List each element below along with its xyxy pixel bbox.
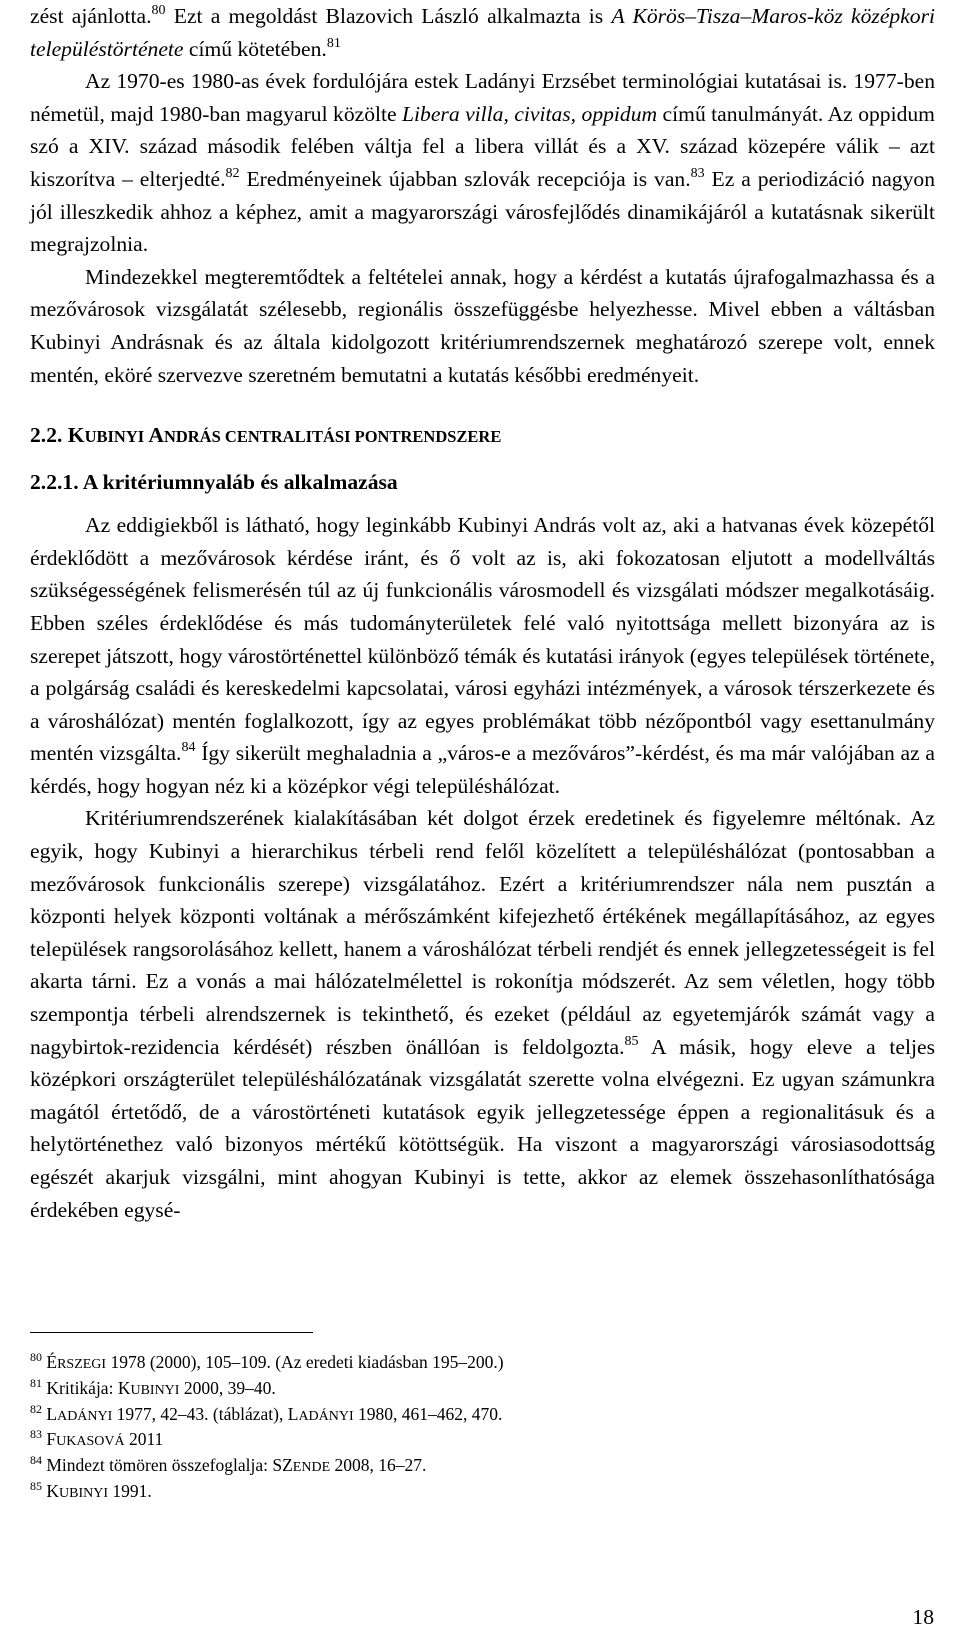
citation-prefix: Kritikája:: [46, 1377, 118, 1398]
footnotes: [30, 1332, 935, 1506]
text: Így sikerült meghaladnia a „város-e a mezőváros”-kérdést, és ma már valójában az a kérdés, hogy hogyan néz ki a középkor végi településhálózat.: [30, 741, 935, 798]
footnote-number: 83: [30, 1427, 42, 1442]
section-number: 2.2.: [30, 423, 68, 448]
text: Ez a periodizáció nagyon jól illeszkedik ahhoz a képhez, amit a magyarországi városfejlődés dinamikájáról a kutatásnak sikerült megrajzolnia.: [30, 166, 935, 257]
footnote-80: [30, 1351, 935, 1377]
author-smallcaps: ADÁNYI: [298, 1408, 354, 1424]
citation: 2000, 39–40.: [179, 1377, 276, 1398]
section-heading: [30, 419, 935, 453]
author-initial: L: [287, 1403, 299, 1424]
page-number: 18: [912, 1605, 934, 1629]
text: című tanulmányát. Az oppidum szó a XIV. század második felében váltja fel a libera villát és a XV. század közepére válik – azt kiszorítva – elterjedté.: [30, 101, 935, 191]
citation-prefix: Mindezt tömören összefoglalja:: [46, 1455, 273, 1476]
author-initial: K: [46, 1480, 60, 1501]
author-initial: F: [46, 1429, 57, 1450]
footnote-number: 82: [30, 1401, 42, 1416]
text: című kötetében.: [183, 36, 327, 61]
footnote-ref-84[interactable]: 84: [181, 740, 196, 756]
text: Eredményeinek újabban szlovák recepciója is van.: [239, 166, 691, 191]
text: Az eddigiekből is látható, hogy leginkább Kubinyi András volt az, aki a hatvanas évek közepétől érdeklődött a mezővárosok kérdése iránt, és ő volt az is, aki fokozatosan eljutott a modellváltás szükségességének felismerésén túl az új funkcionális városmodell és vizsgálati módszer megalkotásáig. Ebben széles érdeklődése és más tudományterületek felé való nyitottsága mellett bizonyára az is szerepet játszott, hogy várostörténettel különböző témák és kutatási irányok (egyes települések története, a polgárság családi és kereskedelmi kapcsolatai, városi egyházi intézmények, a városok térszerkezete és a városhálózat) mentén foglalkozott, így az egyes problémákat több nézőpontból vagy esettanulmány mentén vizsgálta.: [30, 513, 935, 766]
footnote-number: 85: [30, 1478, 42, 1493]
paragraph-5: [30, 802, 935, 1226]
author-smallcaps: UKASOVÁ: [56, 1434, 125, 1450]
footnote-82: [30, 1403, 935, 1429]
text: Az 1970-es 1980-as évek fordulójára estek Ladányi Erzsébet terminológiai kutatásai is. 1977-ben németül, majd 1980-ban magyarul közölte: [30, 69, 935, 126]
heading-smallcaps: UBINYI: [84, 427, 149, 447]
footnote-separator: [30, 1332, 313, 1333]
citation: 1978 (2000), 105–109. (Az eredeti kiadásban 195–200.): [106, 1352, 504, 1372]
heading-initial: A: [148, 423, 164, 448]
footnote-83: [30, 1428, 935, 1454]
text: A másik, hogy eleve a teljes középkori országterület településhálózatának vizsgálatát szerette volna elvégezni. Ez ugyan számunkra magától értetődő, de a várostörténeti kutatások egyik jellegzetessége éppen a regionalitásuk és a helytörténethez való bizonyos mértékű kötöttségük. Ha viszont a magyarországi városiasodottság egészét akarjuk vizsgálni, mint ahogyan Kubinyi is tette, akkor az elemek összehasonlíthatósága érdekében egysé-: [30, 1034, 935, 1222]
author-initial: É: [46, 1352, 58, 1372]
text: zést ajánlotta.: [30, 4, 152, 28]
author-initial: SZ: [272, 1455, 293, 1476]
citation: 2008, 16–27.: [330, 1455, 427, 1476]
author-initial: L: [46, 1403, 58, 1424]
article-title: Libera villa, civitas, oppidum: [402, 101, 658, 126]
author-smallcaps: RSZEGI: [57, 1357, 107, 1372]
footnote-number: 81: [30, 1375, 42, 1390]
author-smallcaps: UBINYI: [59, 1485, 109, 1501]
paragraph-1: [30, 0, 935, 65]
author-initial: K: [117, 1377, 131, 1398]
footnote-ref-82[interactable]: 82: [225, 165, 240, 181]
footnote-ref-85[interactable]: 85: [624, 1033, 639, 1049]
footnote-ref-81[interactable]: 81: [326, 35, 341, 51]
author-smallcaps: ADÁNYI: [57, 1408, 113, 1424]
paragraph-3: Mindezekkel megteremtődtek a feltételei annak, hogy a kérdést a kutatás újrafogalmazhassa és a mezővárosok vizsgálatát szélesebb, regionális összefüggésbe helyezhesse. Mivel ebben a váltásban Kubinyi Andrásnak és az általa kidolgozott kritériumrendszernek meghatározó szerepe volt, ennek mentén, eköré szervezve szeretném bemutatni a kutatás későbbi eredményeit.: [30, 264, 935, 387]
text: Kritériumrendszerének kialakításában két dolgot érzek eredetinek és figyelemre méltónak. Az egyik, hogy Kubinyi a hierarchikus térbeli rend felől közelített a településhálózat (pontosabban a mezővárosok funkcionális szerepe) vizsgálatához. Ezért a kritériumrendszer nála nem pusztán a központi helyek központi voltának a mérőszámként kifejezhető értékének megállapításához, az egyes települések rangsorolásához kellett, hanem a városhálózat térbeli rendjét és ennek jellegzetességeit is fel akarta tárni. Ez a vonás a mai hálózatelmélettel is rokonítja módszerét. Az sem véletlen, hogy több szempontja térbeli alrendszernek is tekinthető, és ezeket (például az egyetemjárók számát vagy a nagybirtok-rezidencia kérdését) részben önállóan is feldolgozta.: [30, 806, 935, 1059]
book-title: A Körös–Tisza–Maros-köz középkori településtörténete: [30, 4, 936, 61]
author-smallcaps: ENDE: [292, 1460, 331, 1476]
page-body: [30, 0, 935, 1226]
footnote-84: [30, 1454, 935, 1480]
footnote-85: [30, 1480, 935, 1506]
citation: 1980, 461–462, 470.: [353, 1403, 503, 1424]
text: Ezt a megoldást Blazovich László alkalmazta is: [165, 4, 612, 28]
citation: 1991.: [108, 1480, 152, 1501]
heading-initial: K: [67, 423, 85, 448]
citation: 2011: [124, 1429, 164, 1450]
paragraph-4: [30, 509, 935, 802]
citation: 1977, 42–43. (táblázat),: [112, 1403, 288, 1424]
footnote-81: [30, 1377, 935, 1403]
heading-smallcaps: NDRÁS CENTRALITÁSI PONTRENDSZERE: [163, 427, 502, 447]
footnote-ref-83[interactable]: 83: [690, 165, 705, 181]
paragraph-2: [30, 65, 935, 261]
author-smallcaps: UBINYI: [130, 1382, 180, 1398]
footnote-number: 80: [30, 1350, 42, 1364]
footnote-ref-80[interactable]: 80: [151, 3, 166, 18]
subsection-heading: 2.2.1. A kritériumnyaláb és alkalmazása: [30, 470, 398, 495]
footnote-number: 84: [30, 1453, 42, 1468]
